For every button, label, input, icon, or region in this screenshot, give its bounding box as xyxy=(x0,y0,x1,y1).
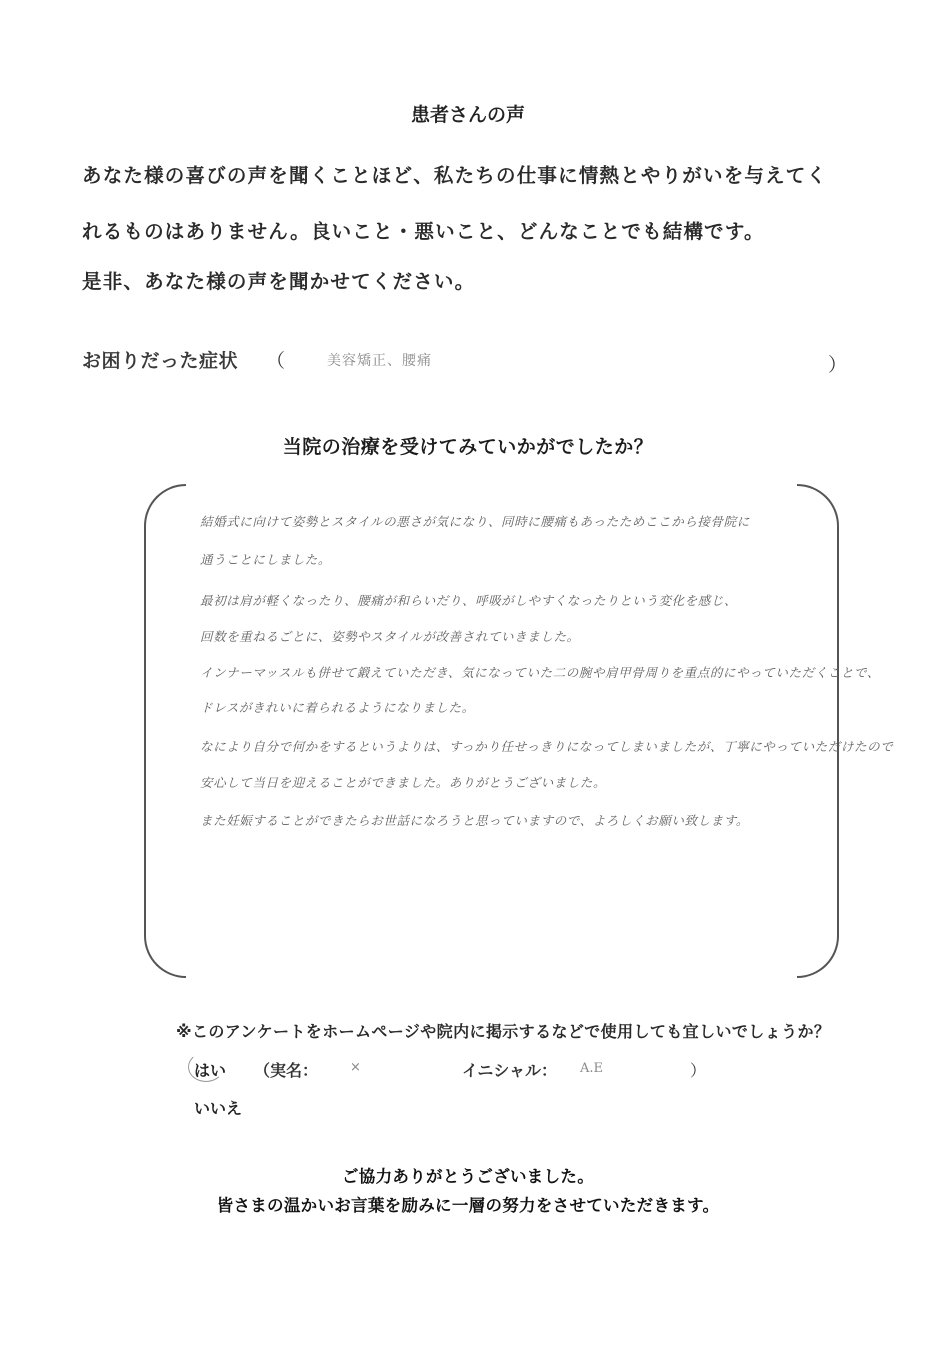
answer-box-right-bracket xyxy=(797,484,839,978)
realname-label: （実名： xyxy=(254,1061,319,1080)
handwritten-line: インナーマッスルも併せて鍛えていただき、気になっていた二の腕や肩甲骨周りを重点的にやっていただくことで、 xyxy=(200,665,880,680)
consent-close-paren: ） xyxy=(690,1061,707,1080)
intro-line-3: 是非、あなた様の声を聞かせてください。 xyxy=(82,270,476,293)
initial-value[interactable]: A.E xyxy=(580,1061,604,1076)
symptoms-paren-open: （ xyxy=(266,350,286,372)
symptoms-answer[interactable]: 美容矯正、腰痛 xyxy=(327,353,432,369)
handwritten-line: ドレスがきれいに着られるようになりました。 xyxy=(200,700,475,715)
handwritten-line: 最初は肩が軽くなったり、腰痛が和らいだり、呼吸がしやすくなったりという変化を感じ、 xyxy=(200,593,738,608)
thanks-line-2: 皆さまの温かいお言葉を励みに一層の努力をさせていただきます。 xyxy=(216,1196,720,1215)
intro-line-1: あなた様の喜びの声を聞くことほど、私たちの仕事に情熱とやりがいを与えてく xyxy=(82,164,828,187)
intro-line-2: れるものはありません。良いこと・悪いこと、どんなことでも結構です。 xyxy=(82,220,765,243)
consent-yes-option[interactable]: はい xyxy=(194,1061,227,1080)
handwritten-line: 回数を重ねるごとに、姿勢やスタイルが改善されていきました。 xyxy=(200,629,580,644)
consent-no-option[interactable]: いいえ xyxy=(194,1099,243,1118)
symptoms-label: お困りだった症状 xyxy=(82,350,239,372)
symptoms-paren-close: ） xyxy=(828,354,848,376)
treatment-question: 当院の治療を受けてみていかがでしたか？ xyxy=(282,436,654,458)
handwritten-line: 安心して当日を迎えることができました。ありがとうございました。 xyxy=(200,775,607,790)
realname-value[interactable]: × xyxy=(350,1060,361,1075)
consent-question: ※このアンケートをホームページや院内に掲示するなどで使用しても宜しいでしょうか？ xyxy=(176,1022,831,1041)
answer-box-left-bracket xyxy=(144,484,186,978)
initial-label: イニシャル： xyxy=(462,1061,558,1080)
page-title: 患者さんの声 xyxy=(410,104,525,126)
handwritten-line: なにより自分で何かをするというよりは、すっかり任せっきりになってしまいましたが、丁寧にやっていただけたので xyxy=(200,739,894,754)
handwritten-line: 通うことにしました。 xyxy=(200,552,332,567)
symptoms-field xyxy=(82,346,852,378)
thanks-line-1: ご協力ありがとうございました。 xyxy=(342,1167,594,1186)
handwritten-line: 結婚式に向けて姿勢とスタイルの悪さが気になり、同時に腰痛もあったためここから接骨院に xyxy=(200,514,750,529)
handwritten-line: また妊娠することができたらお世話になろうと思っていますので、よろしくお願い致します。 xyxy=(200,813,749,828)
